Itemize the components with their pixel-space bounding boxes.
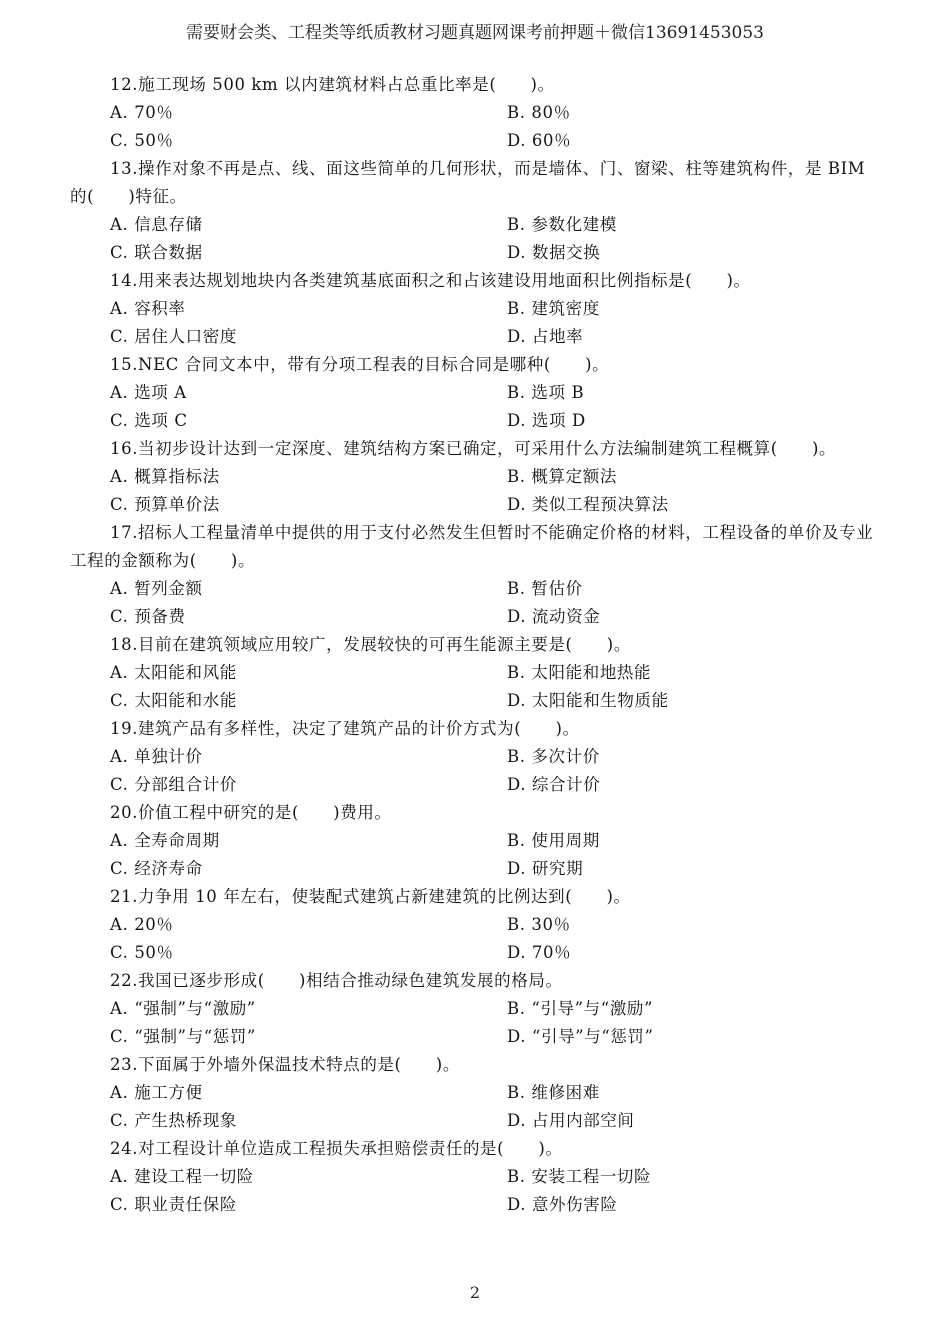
option-b: B. 多次计价 — [507, 747, 600, 766]
option-a: A. 70％ — [110, 103, 174, 122]
question-text: 施工现场 500 km 以内建筑材料占总重比率是( )。 — [138, 75, 555, 94]
option-c: C. 产生热桥现象 — [110, 1111, 237, 1130]
question-stem — [70, 967, 882, 995]
option-c: C. 分部组合计价 — [110, 775, 237, 794]
question-text: 力争用 10 年左右，使装配式建筑占新建建筑的比例达到( )。 — [138, 887, 631, 906]
question-number: 15. — [110, 355, 139, 374]
option-b: B. 参数化建模 — [507, 215, 617, 234]
option-d: D. 占用内部空间 — [507, 1111, 635, 1130]
option-a: A. 20％ — [110, 915, 174, 934]
question-stem — [70, 71, 882, 99]
question-18 — [70, 631, 882, 715]
option-a: A. 太阳能和风能 — [110, 663, 237, 682]
option-a: A. 单独计价 — [110, 747, 203, 766]
option-d: D. 数据交换 — [507, 243, 601, 262]
option-c: C. 50％ — [110, 131, 174, 150]
question-20 — [70, 799, 882, 883]
option-c: C. “强制”与“惩罚” — [110, 1027, 256, 1046]
question-number: 16. — [110, 439, 139, 458]
question-number: 22. — [110, 971, 139, 990]
option-c: C. 选项 C — [110, 411, 188, 430]
option-d: D. 太阳能和生物质能 — [507, 691, 669, 710]
question-text: 对工程设计单位造成工程损失承担赔偿责任的是( )。 — [138, 1139, 563, 1158]
question-text: 价值工程中研究的是( )费用。 — [138, 803, 392, 822]
question-stem — [70, 631, 882, 659]
option-a: A. “强制”与“激励” — [110, 999, 256, 1018]
question-stem — [70, 267, 882, 295]
question-number: 21. — [110, 887, 139, 906]
option-a: A. 概算指标法 — [110, 467, 220, 486]
option-c: C. 居住人口密度 — [110, 327, 237, 346]
question-text: 用来表达规划地块内各类建筑基底面积之和占该建设用地面积比例指标是( )。 — [138, 271, 751, 290]
question-stem — [70, 1051, 882, 1079]
question-text: NEC 合同文本中，带有分项工程表的目标合同是哪种( )。 — [138, 355, 610, 374]
option-d: D. 70％ — [507, 943, 572, 962]
option-a: A. 暂列金额 — [110, 579, 203, 598]
option-d: D. 意外伤害险 — [507, 1195, 618, 1214]
question-number: 14. — [110, 271, 139, 290]
question-text: 当初步设计达到一定深度、建筑结构方案已确定，可采用什么方法编制建筑工程概算( )。 — [138, 439, 837, 458]
option-d: D. “引导”与“惩罚” — [507, 1027, 654, 1046]
question-15 — [70, 351, 882, 435]
question-number: 12. — [110, 75, 139, 94]
question-stem — [70, 351, 882, 379]
option-a: A. 全寿命周期 — [110, 831, 220, 850]
option-b: B. 使用周期 — [507, 831, 600, 850]
option-d: D. 综合计价 — [507, 775, 601, 794]
question-stem — [70, 883, 882, 911]
option-c: C. 预算单价法 — [110, 495, 220, 514]
question-19 — [70, 715, 882, 799]
question-text: 招标人工程量清单中提供的用于支付必然发生但暂时不能确定价格的材料，工程设备的单价及专业工程的金额称为( )。 — [70, 523, 874, 570]
option-a: A. 信息存储 — [110, 215, 203, 234]
option-b: B. 暂估价 — [507, 579, 583, 598]
option-d: D. 研究期 — [507, 859, 584, 878]
question-14 — [70, 267, 882, 351]
question-list — [70, 71, 882, 1219]
option-d: D. 类似工程预决算法 — [507, 495, 669, 514]
question-text: 下面属于外墙外保温技术特点的是( )。 — [138, 1055, 460, 1074]
option-c: C. 职业责任保险 — [110, 1195, 237, 1214]
question-text: 目前在建筑领域应用较广，发展较快的可再生能源主要是( )。 — [138, 635, 631, 654]
option-d: D. 60％ — [507, 131, 572, 150]
question-24 — [70, 1135, 882, 1219]
option-c: C. 经济寿命 — [110, 859, 203, 878]
option-b: B. 选项 B — [507, 383, 585, 402]
question-stem — [70, 519, 882, 575]
option-b: B. 30％ — [507, 915, 571, 934]
question-number: 24. — [110, 1139, 139, 1158]
option-b: B. 概算定额法 — [507, 467, 617, 486]
question-17 — [70, 519, 882, 631]
option-a: A. 建设工程一切险 — [110, 1167, 254, 1186]
question-12 — [70, 71, 882, 155]
question-13 — [70, 155, 882, 267]
option-a: A. 容积率 — [110, 299, 186, 318]
page-header: 需要财会类、工程类等纸质教材习题真题网课考前押题＋微信13691453053 — [186, 23, 764, 43]
option-a: A. 施工方便 — [110, 1083, 203, 1102]
page-number: 2 — [469, 1283, 481, 1302]
question-stem — [70, 799, 882, 827]
option-b: B. 安装工程一切险 — [507, 1167, 652, 1186]
question-number: 17. — [110, 523, 139, 542]
option-b: B. 建筑密度 — [507, 299, 600, 318]
question-stem — [70, 155, 882, 211]
question-text: 操作对象不再是点、线、面这些简单的几何形状，而是墙体、门、窗梁、柱等建筑构件，是 BIM 的( )特征。 — [70, 159, 866, 206]
option-b: B. “引导”与“激励” — [507, 999, 654, 1018]
question-number: 19. — [110, 719, 139, 738]
question-stem — [70, 435, 882, 463]
option-b: B. 维修困难 — [507, 1083, 600, 1102]
question-stem — [70, 715, 882, 743]
option-c: C. 联合数据 — [110, 243, 203, 262]
question-number: 18. — [110, 635, 139, 654]
question-number: 13. — [110, 159, 139, 178]
question-21 — [70, 883, 882, 967]
question-stem — [70, 1135, 882, 1163]
option-c: C. 太阳能和水能 — [110, 691, 237, 710]
question-16 — [70, 435, 882, 519]
option-c: C. 50％ — [110, 943, 174, 962]
question-number: 20. — [110, 803, 139, 822]
option-b: B. 太阳能和地热能 — [507, 663, 652, 682]
option-d: D. 选项 D — [507, 411, 586, 430]
question-number: 23. — [110, 1055, 139, 1074]
question-23 — [70, 1051, 882, 1135]
question-text: 建筑产品有多样性，决定了建筑产品的计价方式为( )。 — [138, 719, 580, 738]
question-22 — [70, 967, 882, 1051]
question-text: 我国已逐步形成( )相结合推动绿色建筑发展的格局。 — [138, 971, 563, 990]
option-d: D. 流动资金 — [507, 607, 601, 626]
option-c: C. 预备费 — [110, 607, 186, 626]
option-a: A. 选项 A — [110, 383, 187, 402]
option-d: D. 占地率 — [507, 327, 584, 346]
option-b: B. 80％ — [507, 103, 571, 122]
